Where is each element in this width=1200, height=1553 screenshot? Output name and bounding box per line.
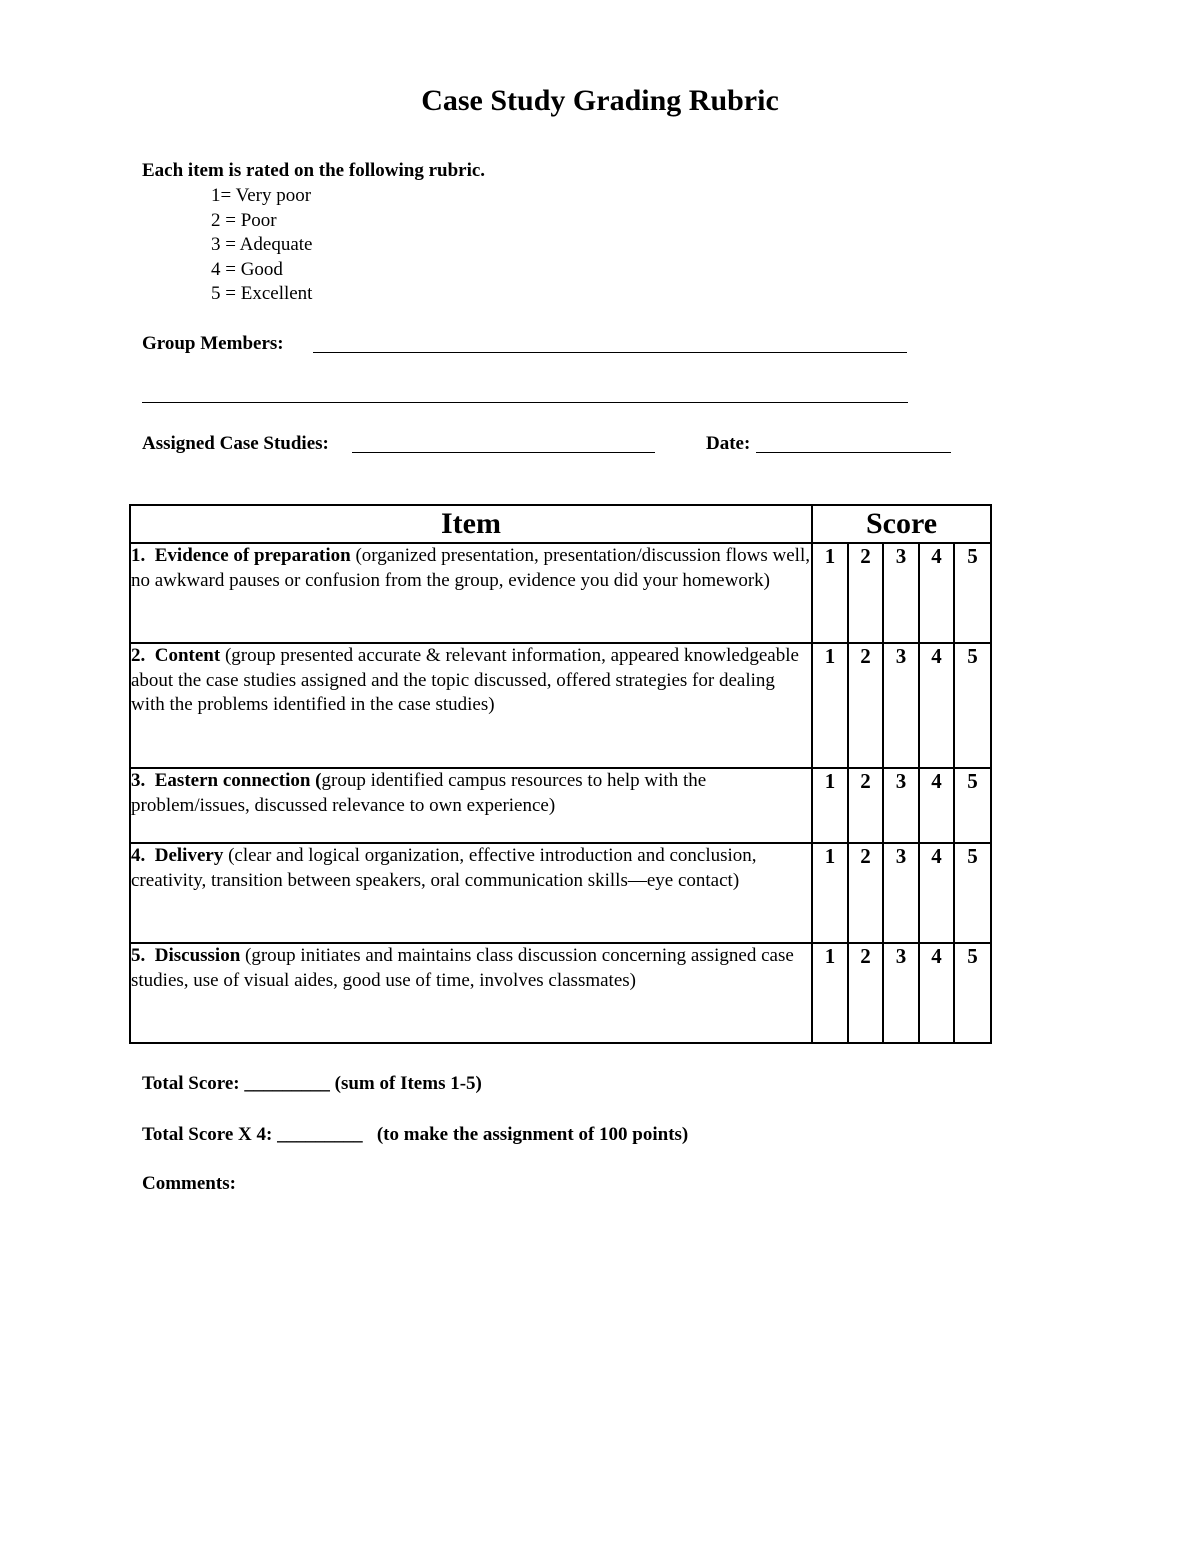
score-option-4[interactable]: 4: [919, 768, 954, 843]
score-option-4[interactable]: 4: [919, 843, 954, 943]
scale-item-2: 2 = Poor: [211, 209, 277, 231]
total-x4-note: (to make the assignment of 100 points): [376, 1124, 689, 1145]
scale-item-3: 3 = Adequate: [211, 234, 313, 255]
score-option-4[interactable]: 4: [919, 543, 954, 643]
score-option-3[interactable]: 3: [883, 643, 919, 768]
total-score-label: Total Score:: [142, 1073, 240, 1094]
item-number: 1.: [131, 545, 146, 566]
item-name: Evidence of preparation: [154, 545, 351, 566]
score-option-5[interactable]: 5: [954, 843, 991, 943]
item-name: Content: [154, 645, 221, 666]
assigned-case-studies-label: Assigned Case Studies:: [142, 433, 329, 454]
item-cell: [130, 843, 812, 943]
total-score-note: (sum of Items 1-5): [334, 1073, 482, 1094]
score-option-1[interactable]: 1: [812, 843, 848, 943]
score-option-1[interactable]: 1: [812, 643, 848, 768]
score-option-3[interactable]: 3: [883, 768, 919, 843]
score-option-2[interactable]: 2: [848, 768, 883, 843]
scale-item-4: 4 = Good: [211, 258, 283, 280]
item-description: (organized presentation, presentation/discussion flows well, no awkward pauses or confusion from the group, evidence you did your homework): [131, 545, 810, 591]
score-option-2[interactable]: 2: [848, 543, 883, 643]
comments-label: Comments:: [142, 1173, 236, 1194]
item-number: 2.: [131, 645, 146, 666]
score-option-5[interactable]: 5: [954, 643, 991, 768]
rubric-intro: Each item is rated on the following rubric.: [142, 160, 486, 181]
table-row: [130, 643, 991, 768]
item-description: (clear and logical organization, effective introduction and conclusion, creativity, transition between speakers, oral communication skills—eye contact): [131, 845, 757, 891]
item-description: (group presented accurate & relevant information, appeared knowledgeable about the case studies assigned and the topic discussed, offered strategies for dealing with the problems identified in the case studies): [131, 645, 799, 715]
score-option-5[interactable]: 5: [954, 768, 991, 843]
score-option-4[interactable]: 4: [919, 943, 954, 1043]
item-number: 5.: [131, 945, 146, 966]
group-members-label: Group Members:: [142, 333, 284, 354]
score-option-2[interactable]: 2: [848, 643, 883, 768]
score-option-5[interactable]: 5: [954, 543, 991, 643]
item-number: 3.: [131, 770, 146, 791]
table-row: [130, 943, 991, 1043]
assigned-case-studies-line[interactable]: [352, 452, 655, 453]
table-header-row: [130, 505, 991, 543]
score-header: Score: [812, 505, 991, 543]
item-cell: [130, 943, 812, 1043]
score-option-4[interactable]: 4: [919, 643, 954, 768]
item-name: Delivery: [154, 845, 224, 866]
total-x4-blank[interactable]: _________: [277, 1124, 363, 1145]
score-option-3[interactable]: 3: [883, 543, 919, 643]
score-option-1[interactable]: 1: [812, 768, 848, 843]
page-title: Case Study Grading Rubric: [421, 84, 779, 117]
group-members-line-1[interactable]: [313, 352, 907, 353]
total-score-line: [142, 1072, 482, 1097]
item-name: Discussion: [154, 945, 241, 966]
total-score-blank[interactable]: _________: [244, 1073, 330, 1094]
item-description: (group initiates and maintains class discussion concerning assigned case studies, use of visual aides, good use of time, involves classmates): [131, 945, 794, 991]
table-row: [130, 768, 991, 843]
scale-item-5: 5 = Excellent: [211, 283, 313, 304]
score-option-3[interactable]: 3: [883, 943, 919, 1043]
score-option-5[interactable]: 5: [954, 943, 991, 1043]
date-line[interactable]: [756, 452, 951, 453]
item-description: group identified campus resources to help with the problem/issues, discussed relevance to own experience): [131, 770, 707, 816]
item-name: Eastern connection (: [154, 770, 322, 791]
table-row: [130, 543, 991, 643]
date-label: Date:: [706, 433, 751, 454]
score-option-3[interactable]: 3: [883, 843, 919, 943]
item-number: 4.: [131, 845, 146, 866]
total-x4-label: Total Score X 4:: [142, 1124, 273, 1145]
scale-item-1: 1= Very poor: [211, 185, 312, 206]
table-row: [130, 843, 991, 943]
score-option-1[interactable]: 1: [812, 543, 848, 643]
item-cell: [130, 768, 812, 843]
total-x4-line: [142, 1123, 688, 1148]
group-members-line-2[interactable]: [142, 402, 908, 403]
item-header: Item: [130, 505, 812, 543]
score-option-1[interactable]: 1: [812, 943, 848, 1043]
item-cell: [130, 543, 812, 643]
rubric-table: [129, 504, 992, 1044]
item-cell: [130, 643, 812, 768]
score-option-2[interactable]: 2: [848, 843, 883, 943]
score-option-2[interactable]: 2: [848, 943, 883, 1043]
